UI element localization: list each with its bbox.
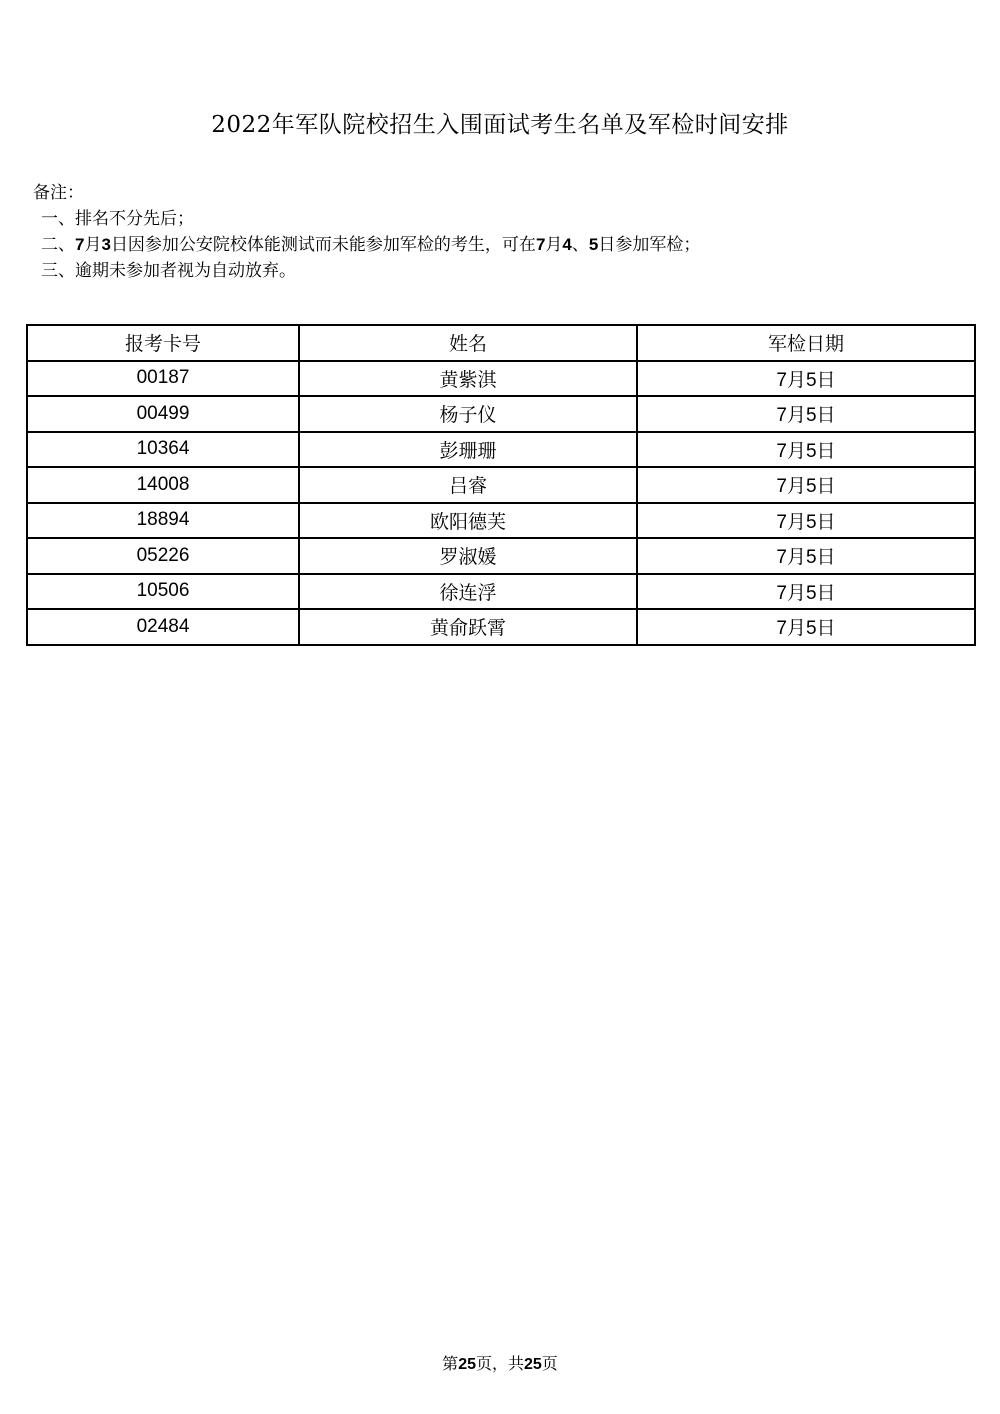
- table-row: [27, 574, 975, 610]
- notes-heading: 备注：: [33, 183, 84, 203]
- page-footer: [0, 1352, 1000, 1377]
- card-number-cell: 10364: [27, 432, 299, 468]
- footer-suffix: 页: [541, 1354, 558, 1373]
- card-number-cell: 14008: [27, 467, 299, 503]
- header-card-number: 报考卡号: [27, 325, 299, 361]
- exam-date-cell: 7月5日: [637, 396, 975, 432]
- exam-date-cell: 7月5日: [637, 467, 975, 503]
- card-number-cell: 18894: [27, 503, 299, 539]
- header-exam-date: 军检日期: [637, 325, 975, 361]
- candidate-table: [26, 324, 976, 646]
- footer-current-page: 25: [458, 1356, 476, 1373]
- card-number-cell: 00499: [27, 396, 299, 432]
- name-cell: 彭珊珊: [299, 432, 637, 468]
- name-cell: 杨子仪: [299, 396, 637, 432]
- name-cell: 徐连浮: [299, 574, 637, 610]
- card-number-cell: 00187: [27, 361, 299, 397]
- exam-date-cell: 7月5日: [637, 538, 975, 574]
- exam-date-cell: 7月5日: [637, 503, 975, 539]
- note-item-2-month-char1: 月: [84, 235, 102, 255]
- note-item-1: 一、排名不分先后；: [41, 209, 194, 229]
- note-item-2-month-char2: 月: [545, 235, 563, 255]
- table-row: [27, 361, 975, 397]
- note-item-3: 三、逾期未参加者视为自动放弃。: [41, 261, 296, 281]
- table-header-row: [27, 325, 975, 361]
- note-item-2-prefix: 二、: [41, 235, 75, 255]
- footer-total-pages: 25: [524, 1356, 542, 1373]
- name-cell: 黄紫淇: [299, 361, 637, 397]
- notes-section: [33, 180, 700, 284]
- name-cell: 吕睿: [299, 467, 637, 503]
- table-row: [27, 467, 975, 503]
- table-row: [27, 609, 975, 645]
- page-title: 2022年军队院校招生入围面试考生名单及军检时间安排: [211, 112, 789, 138]
- exam-date-cell: 7月5日: [637, 609, 975, 645]
- note-item-2-month1: 7: [75, 235, 85, 254]
- note-item-2-day2b: 5: [588, 235, 599, 254]
- footer-middle: 页，共: [475, 1354, 524, 1373]
- note-item-2-suffix: 日参加军检；: [598, 235, 701, 255]
- exam-date-cell: 7月5日: [637, 432, 975, 468]
- footer-prefix: 第: [442, 1354, 459, 1373]
- name-cell: 欧阳德芙: [299, 503, 637, 539]
- table-row: [27, 396, 975, 432]
- note-item-2-middle: 日因参加公安院校体能测试而未能参加军检的考生，可在: [110, 235, 536, 255]
- exam-date-cell: 7月5日: [637, 361, 975, 397]
- header-name: 姓名: [299, 325, 637, 361]
- name-cell: 罗淑媛: [299, 538, 637, 574]
- note-item-2-day2a: 4: [562, 235, 572, 254]
- note-item-2: [33, 232, 700, 258]
- note-item-2-sep: 、: [571, 235, 589, 255]
- card-number-cell: 05226: [27, 538, 299, 574]
- table-row: [27, 538, 975, 574]
- note-item-2-month2: 7: [535, 235, 546, 254]
- table-row: [27, 432, 975, 468]
- card-number-cell: 10506: [27, 574, 299, 610]
- note-item-2-day1: 3: [101, 235, 111, 254]
- name-cell: 黄俞跃霄: [299, 609, 637, 645]
- exam-date-cell: 7月5日: [637, 574, 975, 610]
- table-row: [27, 503, 975, 539]
- card-number-cell: 02484: [27, 609, 299, 645]
